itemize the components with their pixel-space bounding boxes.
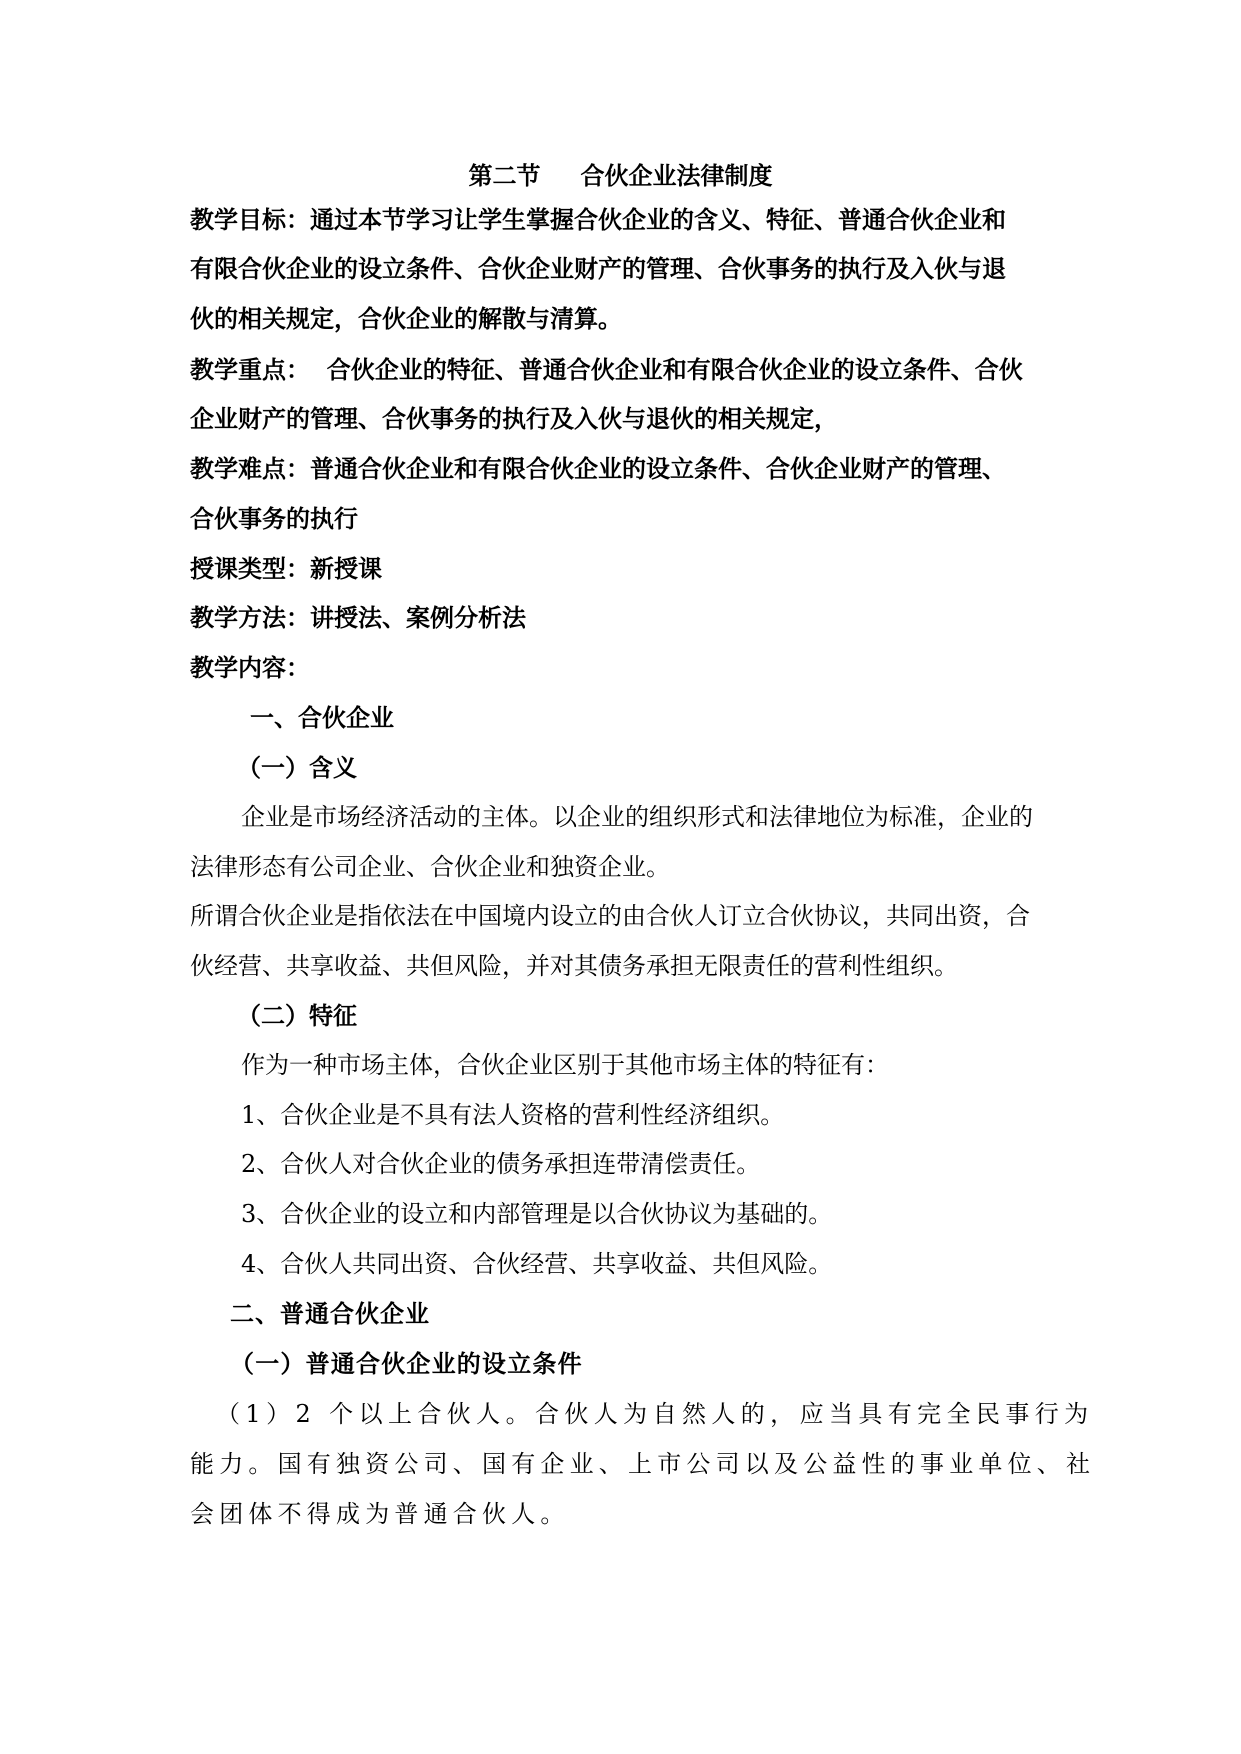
objectives-line-1: 教学目标：通过本节学习让学生掌握合伙企业的含义、特征、普通合伙企业和 — [190, 205, 1006, 234]
section-title: 合伙企业法律制度 — [580, 161, 773, 190]
definition-paragraph-2-line-1: 所谓合伙企业是指依法在中国境内设立的由合伙人订立合伙协议，共同出资，合 — [190, 902, 1030, 930]
section-number: 第二节 — [468, 161, 541, 190]
objectives-line-3: 伙的相关规定，合伙企业的解散与清算。 — [190, 304, 622, 333]
section-1-sub-2-heading: （二）特征 — [237, 1001, 357, 1030]
difficulties-line-2: 合伙事务的执行 — [190, 504, 358, 533]
feature-item-3: 3、合伙企业的设立和内部管理是以合伙协议为基础的。 — [241, 1200, 833, 1228]
difficulties-line-1: 教学难点：普通合伙企业和有限合伙企业的设立条件、合伙企业财产的管理、 — [190, 454, 1006, 483]
content-label: 教学内容： — [190, 653, 310, 682]
definition-paragraph-2-line-2: 伙经营、共享收益、共但风险，并对其债务承担无限责任的营利性组织。 — [190, 952, 958, 980]
lesson-type: 授课类型：新授课 — [190, 554, 382, 583]
feature-item-1: 1、合伙企业是不具有法人资格的营利性经济组织。 — [241, 1101, 785, 1129]
definition-paragraph-1-line-2: 法律形态有公司企业、合伙企业和独资企业。 — [190, 853, 670, 881]
feature-item-2: 2、合伙人对合伙企业的债务承担连带清偿责任。 — [241, 1150, 761, 1178]
key-points-line-2: 企业财产的管理、合伙事务的执行及入伙与退伙的相关规定， — [190, 404, 838, 433]
section-1-heading: 一、合伙企业 — [250, 703, 394, 732]
conditions-paragraph-line-3: 会团体不得成为普通合伙人。 — [190, 1500, 570, 1528]
page-title — [0, 159, 1241, 193]
feature-item-4: 4、合伙人共同出资、合伙经营、共享收益、共但风险。 — [241, 1250, 833, 1278]
conditions-paragraph-line-2: 能力。国有独资公司、国有企业、上市公司以及公益性的事业单位、社 — [190, 1450, 1096, 1478]
section-2-heading: 二、普通合伙企业 — [230, 1299, 430, 1328]
conditions-paragraph-line-1: （1）2 个以上合伙人。合伙人为自然人的，应当具有完全民事行为 — [216, 1400, 1094, 1428]
teaching-methods: 教学方法：讲授法、案例分析法 — [190, 603, 526, 632]
definition-paragraph-1-line-1: 企业是市场经济活动的主体。以企业的组织形式和法律地位为标准，企业的 — [241, 803, 1033, 831]
section-2-sub-1-heading: （一）普通合伙企业的设立条件 — [230, 1349, 583, 1378]
features-intro: 作为一种市场主体，合伙企业区别于其他市场主体的特征有： — [241, 1051, 889, 1079]
objectives-line-2: 有限合伙企业的设立条件、合伙企业财产的管理、合伙事务的执行及入伙与退 — [190, 254, 1006, 283]
section-1-sub-1-heading: （一）含义 — [237, 753, 357, 782]
key-points-line-1: 教学重点： 合伙企业的特征、普通合伙企业和有限合伙企业的设立条件、合伙 — [190, 355, 1023, 384]
